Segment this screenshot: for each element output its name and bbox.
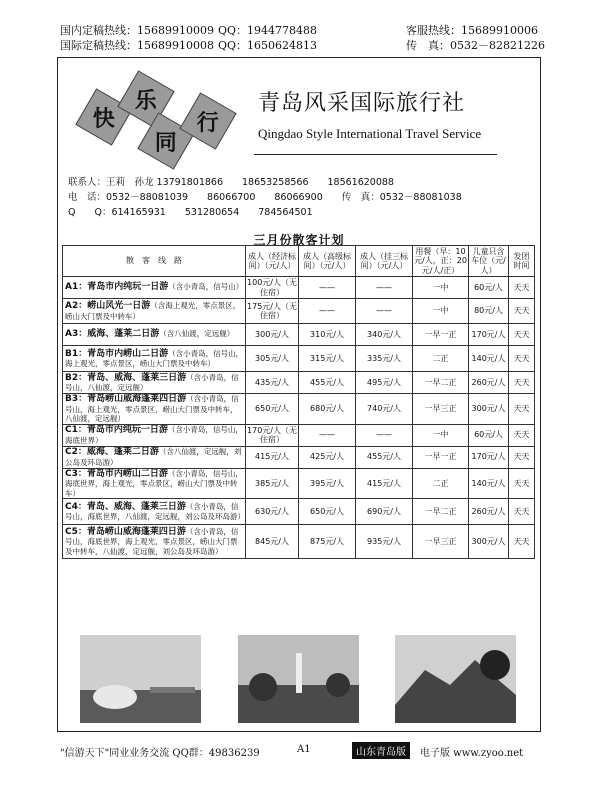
table-row xyxy=(63,372,535,394)
route-name: B3：青岛崂山威海蓬莱四日游 xyxy=(65,394,187,404)
contact-qq: Q Q：614165931 531280654 784564501 xyxy=(68,207,313,218)
route-cell xyxy=(63,324,246,346)
domestic-hotline: 国内定稿热线：15689910009 xyxy=(60,24,214,37)
meals-cell: 一中 xyxy=(413,277,469,299)
threestar-cell: 740元/人 xyxy=(356,394,413,425)
route-name: A2：崂山风光一日游 xyxy=(65,301,151,311)
premium-cell: 680元/人 xyxy=(299,394,356,425)
economy-cell: 170元/人（无住宿） xyxy=(247,425,297,444)
header-departure: 发团时间 xyxy=(509,246,535,277)
table-row xyxy=(63,424,535,446)
tour-price-table xyxy=(62,245,535,559)
logo-tile: 快 xyxy=(75,88,132,145)
route-cell xyxy=(63,394,246,425)
threestar-cell: —— xyxy=(356,277,413,299)
route-name: C3：青岛市内崂山二日游 xyxy=(65,468,168,479)
threestar-cell: —— xyxy=(356,299,413,324)
economy-cell: 300元/人 xyxy=(246,324,299,346)
economy-cell: 305元/人 xyxy=(246,346,299,372)
route-cell xyxy=(63,299,246,324)
departure-cell: 天天 xyxy=(509,525,535,559)
route-name: C4：青岛、威海、蓬莱三日游 xyxy=(65,501,186,512)
table-body xyxy=(63,277,535,559)
route-name: C5：青岛崂山威海蓬莱四日游 xyxy=(65,526,186,537)
header-child: 儿童只含车位（元/人） xyxy=(469,246,509,277)
departure-cell: 天天 xyxy=(509,324,535,346)
table-row xyxy=(63,468,535,499)
footer-website: 电子版 www.zyoo.net xyxy=(420,748,524,759)
table-row xyxy=(63,346,535,372)
economy-cell: 385元/人 xyxy=(246,468,299,499)
meals-cell: 一早一正 xyxy=(413,446,469,468)
route-cell xyxy=(63,446,246,468)
photo-seaside-dome xyxy=(80,635,201,723)
route-description: （含小青岛，信号山） xyxy=(168,282,244,292)
table-row xyxy=(63,299,535,324)
route-cell xyxy=(63,372,246,394)
departure-cell: 天天 xyxy=(509,468,535,499)
child-cell: 60元/人 xyxy=(469,277,509,299)
departure-cell: 天天 xyxy=(509,277,535,299)
header-economy: 成人（经济标间）（元/人） xyxy=(246,246,299,277)
threestar-cell: 455元/人 xyxy=(356,446,413,468)
photo-mountain xyxy=(395,635,516,723)
header-premium: 成人（高级标间）（元/人） xyxy=(299,246,356,277)
economy-cell: 435元/人 xyxy=(246,372,299,394)
meals-cell: 一早二正 xyxy=(413,499,469,525)
threestar-cell: —— xyxy=(356,424,413,446)
route-name: B1：青岛市内崂山二日游 xyxy=(65,348,169,359)
table-header xyxy=(63,246,535,277)
meals-cell: 二正 xyxy=(413,468,469,499)
logo xyxy=(63,66,243,166)
economy-cell: 100元/人（无住宿） xyxy=(247,278,297,297)
contact-phone: 电 话：0532－88081039 86066700 86066900 传 真：0532－88081038 xyxy=(68,192,462,203)
divider xyxy=(254,154,497,155)
table-row xyxy=(63,525,535,559)
child-cell: 60元/人 xyxy=(469,424,509,446)
departure-cell: 天天 xyxy=(509,346,535,372)
header-meals: 用餐（早：10元/人，正：20元/人/正） xyxy=(414,246,467,275)
premium-cell: 315元/人 xyxy=(299,346,356,372)
logo-tile: 同 xyxy=(137,112,194,169)
brochure-frame xyxy=(57,57,541,732)
photo-lighthouse-park xyxy=(238,635,359,723)
child-cell: 140元/人 xyxy=(469,468,509,499)
departure-cell: 天天 xyxy=(509,394,535,425)
route-name: B2：青岛、威海、蓬莱三日游 xyxy=(65,372,187,383)
route-description: （含小青岛，信号山，海上观光，零点景区，崂山大门票及中转车） xyxy=(65,348,244,368)
contact-people: 联系人：王莉 孙龙 13791801866 18653258566 18561620088 xyxy=(68,177,394,188)
economy-cell: 650元/人 xyxy=(246,394,299,425)
child-cell: 260元/人 xyxy=(469,499,509,525)
child-cell: 140元/人 xyxy=(469,346,509,372)
route-cell xyxy=(63,525,246,559)
child-cell: 170元/人 xyxy=(469,446,509,468)
route-cell xyxy=(63,424,246,446)
meals-cell: 二正 xyxy=(413,346,469,372)
table-row xyxy=(63,324,535,346)
table-row xyxy=(63,499,535,525)
child-cell: 170元/人 xyxy=(469,324,509,346)
header-threestar: 成人（挂三标间）（元/人） xyxy=(356,246,413,277)
route-description: （含小青岛，信号山，海底世界，海上观光，零点景区，崂山大门票及中转车） xyxy=(65,468,243,498)
company-name-cn: 青岛风采国际旅行社 xyxy=(258,91,466,116)
child-cell: 300元/人 xyxy=(469,525,509,559)
page-number: A1 xyxy=(297,744,311,755)
premium-cell: —— xyxy=(299,277,356,299)
route-description: （含八仙渡，定远舰，刘公岛及环岛游） xyxy=(65,447,242,467)
intl-hotline: 国际定稿热线：15689910008 xyxy=(60,39,214,52)
premium-cell: —— xyxy=(299,299,356,324)
route-name: C1：青岛市内纯玩一日游 xyxy=(65,425,168,435)
header-route: 散 客 线 路 xyxy=(63,246,246,277)
threestar-cell: 340元/人 xyxy=(356,324,413,346)
route-description: （含海上观光，零点景区，崂山大门票及中转车） xyxy=(65,301,241,321)
economy-cell: 415元/人 xyxy=(246,446,299,468)
premium-cell: 455元/人 xyxy=(299,372,356,394)
premium-cell: 875元/人 xyxy=(299,525,356,559)
table-row xyxy=(63,277,535,299)
edition-badge: 山东青岛版 xyxy=(352,742,410,759)
economy-cell: 630元/人 xyxy=(246,499,299,525)
economy-cell: 175元/人（无住宿） xyxy=(246,299,299,324)
route-cell xyxy=(63,468,246,499)
departure-cell: 天天 xyxy=(509,372,535,394)
threestar-cell: 690元/人 xyxy=(356,499,413,525)
route-description: （含小青岛，信号山，八仙渡，定远舰） xyxy=(65,372,239,392)
route-description: （含小青岛，信号山，海底世界，海上观光，零点景区，崂山大门票及中转车，八仙渡，定远舰，刘公岛及环岛游） xyxy=(65,526,239,556)
company-name-en: Qingdao Style International Travel Service xyxy=(258,126,482,141)
table-row xyxy=(63,446,535,468)
meals-cell: 一早三正 xyxy=(413,394,469,425)
route-description: （含八仙渡，定远舰） xyxy=(159,329,235,339)
child-cell: 260元/人 xyxy=(469,372,509,394)
intl-qq: QQ：1650624813 xyxy=(218,39,318,52)
threestar-cell: 335元/人 xyxy=(356,346,413,372)
premium-cell: —— xyxy=(299,424,356,446)
logo-tile: 乐 xyxy=(117,70,174,127)
child-cell: 80元/人 xyxy=(469,299,509,324)
economy-cell: 845元/人 xyxy=(246,525,299,559)
route-description: （含小青岛，信号山，海上观光，零点景区，崂山大门票及中转车，八仙渡，定远舰） xyxy=(65,394,239,423)
premium-cell: 650元/人 xyxy=(299,499,356,525)
premium-cell: 425元/人 xyxy=(299,446,356,468)
departure-cell: 天天 xyxy=(509,446,535,468)
domestic-qq: QQ：1944778488 xyxy=(218,24,318,37)
service-hotline: 客服热线：15689910006 xyxy=(406,24,538,37)
threestar-cell: 415元/人 xyxy=(356,468,413,499)
route-cell xyxy=(63,499,246,525)
fax-number: 传 真：0532－82821226 xyxy=(406,39,545,52)
departure-cell: 天天 xyxy=(509,499,535,525)
route-cell xyxy=(63,346,246,372)
logo-tile: 行 xyxy=(179,92,236,149)
route-cell xyxy=(63,277,246,299)
departure-cell: 天天 xyxy=(509,424,535,446)
plan-title: 三月份散客计划 xyxy=(253,233,345,247)
meals-cell: 一早一正 xyxy=(413,324,469,346)
premium-cell: 310元/人 xyxy=(299,324,356,346)
premium-cell: 395元/人 xyxy=(299,468,356,499)
threestar-cell: 495元/人 xyxy=(356,372,413,394)
departure-cell: 天天 xyxy=(509,299,535,324)
route-description: （含小青岛，信号山，海底世界，八仙渡，定远舰，刘公岛及环岛游） xyxy=(65,501,245,521)
footer-qq-group: "信游天下"同业业务交流 QQ群：49836239 xyxy=(60,748,260,759)
child-cell: 300元/人 xyxy=(469,394,509,425)
meals-cell: 一早三正 xyxy=(413,525,469,559)
meals-cell: 一中 xyxy=(413,424,469,446)
threestar-cell: 935元/人 xyxy=(356,525,413,559)
table-row xyxy=(63,394,535,425)
meals-cell: 一早二正 xyxy=(413,372,469,394)
route-name: A3：威海、蓬莱二日游 xyxy=(65,329,160,340)
meals-cell: 一中 xyxy=(413,299,469,324)
route-name: C2：威海、蓬莱二日游 xyxy=(65,447,159,457)
route-name: A1：青岛市内纯玩一日游 xyxy=(65,282,169,293)
route-description: （含小青岛，信号山，海底世界） xyxy=(65,425,243,445)
